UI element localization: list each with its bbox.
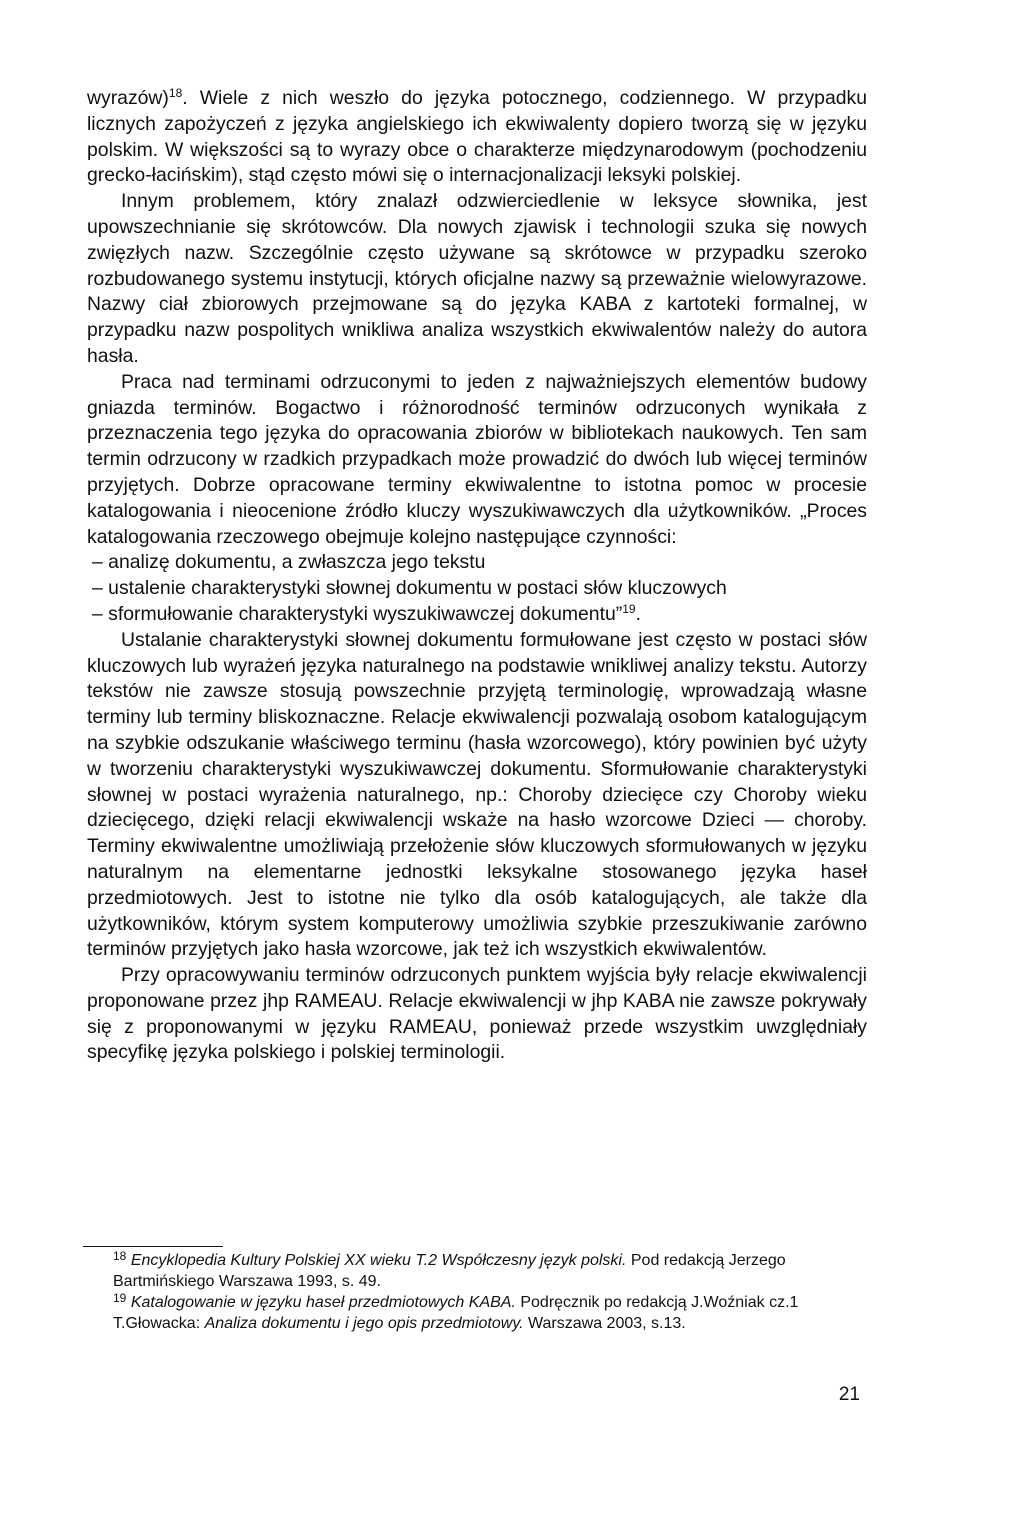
- footnote-text: Pod redakcją Jerzego Bartmińskiego Warszawa 1993, s. 49.: [113, 1252, 786, 1290]
- footnote-number: 18: [113, 1249, 127, 1263]
- list-item: [87, 602, 867, 628]
- paragraph-1-start: wyrazów): [87, 87, 169, 109]
- footnote-number: 19: [113, 1291, 127, 1305]
- body-text: [87, 86, 867, 1066]
- footnote-text-end: Warszawa 2003, s.13.: [523, 1315, 686, 1332]
- paragraph-4: Ustalanie charakterystyki słownej dokumentu formułowane jest często w postaci słów kluczowych lub wyrażeń języka naturalnego na podstawie wnikliwej analizy tekstu. Autorzy tekstów nie zawsze stosują powszechnie przyjętą terminologię, wprowadzają własne terminy lub terminy bliskoznaczne. Relacje ekwiwalencji pozwalają osobom katalogującym na szybkie odszukanie właściwego terminu (hasła wzorcowego), który powinien być użyty w tworzeniu charakterystyki wyszukiwawczej dokumentu. Sformułowanie charakterystyki słownej w postaci wyrażenia naturalnego, np.: Choroby dziecięce czy Choroby wieku dziecięcego, dzięki relacji ekwiwalencji wskaże na hasło wzorcowe Dzieci — choroby. Terminy ekwiwalentne umożliwiają przełożenie słów kluczowych sformułowanych w języku naturalnym na elementarne jednostki leksykalne stosowanego języka haseł przedmiotowych. Jest to istotne nie tylko dla osób katalogujących, ale także dla użytkowników, którym system komputerowy umożliwia szybkie przeszukiwanie zarówno terminów przyjętych jako hasła wzorcowe, jak też ich wszystkich ekwiwalentów.: [87, 628, 867, 961]
- footnote-title: Encyklopedia Kultury Polskiej XX wieku T.2 Współczesny język polski.: [130, 1252, 627, 1269]
- footnote-19: [87, 1292, 867, 1334]
- footnote-title-2: Analiza dokumentu i jego opis przedmiotowy.: [204, 1315, 524, 1332]
- paragraph-3: Praca nad terminami odrzuconymi to jeden z najważniejszych elementów budowy gniazda terminów. Bogactwo i różnorodność terminów odrzuconych wynikała z przeznaczenia tego języka do opracowania zbiorów w bibliotekach naukowych. Ten sam termin odrzucony w rzadkich przypadkach może prowadzić do dwóch lub więcej terminów przyjętych. Dobrze opracowane terminy ekwiwalentne to istotna pomoc w procesie katalogowania i nieocenione źródło kluczy wyszukiwawczych dla użytkowników. „Proces katalogowania rzeczowego obejmuje kolejno następujące czynności:: [87, 370, 867, 548]
- list-item: – analizę dokumentu, a zwłaszcza jego tekstu: [92, 551, 486, 574]
- footnote-text: Podręcznik po redakcją J.Woźniak cz.1 T.Głowacka:: [113, 1294, 799, 1332]
- footnote-title: Katalogowanie w języku haseł przedmiotowych KABA.: [130, 1294, 516, 1311]
- footnote-separator: [83, 1246, 223, 1247]
- list-item-end: .: [635, 602, 641, 625]
- footnote-ref-18[interactable]: 18: [168, 86, 183, 100]
- paragraph-1-text: . Wiele z nich weszło do języka potocznego, codziennego. W przypadku licznych zapożyczeń z języka angielskiego ich ekwiwalenty dopiero tworzą się w języku polskim. W większości są to wyrazy obce o charakterze międzynarodowym (pochodzeniu grecko-łacińskim), stąd często mówi się o internacjonalizacji leksyki polskiej.: [87, 87, 867, 187]
- paragraph-1: [87, 86, 867, 189]
- list-item: – ustalenie charakterystyki słownej dokumentu w postaci słów kluczowych: [92, 577, 727, 600]
- page-number: 21: [838, 1384, 860, 1405]
- paragraph-5: Przy opracowywaniu terminów odrzuconych punktem wyjścia były relacje ekwiwalencji proponowane przez jhp RAMEAU. Relacje ekwiwalencji w jhp KABA nie zawsze pokrywały się z proponowanymi w języku RAMEAU, ponieważ przede wszystkim uwzględniały specyfikę języka polskiego i polskiej terminologii.: [87, 964, 867, 1064]
- footnote-18: [87, 1250, 867, 1292]
- footnote-ref-19[interactable]: 19: [622, 601, 636, 616]
- footnotes: [87, 1250, 867, 1334]
- paragraph-2: Innym problemem, który znalazł odzwierciedlenie w leksyce słownika, jest upowszechnianie się skrótowców. Dla nowych zjawisk i technologii szuka się nowych zwięzłych nazw. Szczególnie często używane są skrótowce w przypadku szeroko rozbudowanego systemu instytucji, których oficjalne nazwy są przeważnie wielowyrazowe. Nazwy ciał zbiorowych przejmowane są do języka KABA z kartoteki formalnej, w przypadku nazw pospolitych wnikliwa analiza wszystkich ekwiwalentów należy do autora hasła.: [87, 190, 867, 367]
- list-item-text: – sformułowanie charakterystyki wyszukiwawczej dokumentu”: [92, 602, 623, 625]
